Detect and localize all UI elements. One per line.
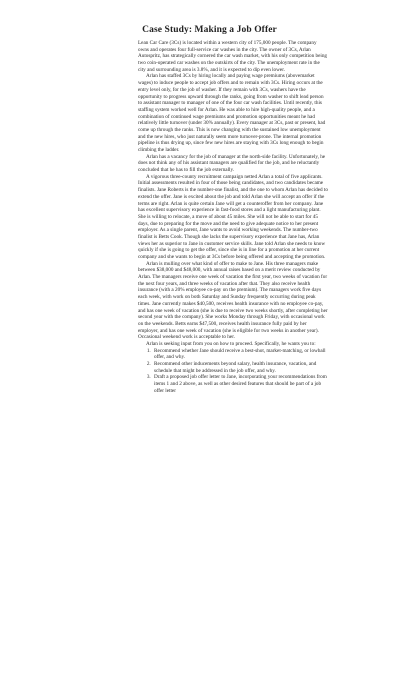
- paragraph-request: Arlan is seeking input from you on how to proceed. Specifically, he wants you to:: [146, 340, 316, 347]
- recommendation-list: [138, 348, 328, 395]
- case-study-body: [138, 40, 328, 394]
- paragraph-staffing: Arlan has staffed 3Cs by hiring locally and paying wage premiums (abovemarket wages) to induce people to accept job offers and to remain with 3Cs. Hiring occurs at the entry level only, for the job of washer. If they remain with 3Cs, washers have the opportunity to progress upward through the ranks, going from washer to shift lead person to assistant manager to manager of one of the four car wash facilities. Until recently, this staffing system worked well for Arlan. He was able to hire high-quality people, and a combination of continued wage premiums and promotion opportunities meant he had relatively little turnover (under 30% annually). Every manager at 3Cs, past or present, had come up through the ranks. This is now changing with the sustained low unemployment and the new hires, who just naturally seem more turnover-prone. The internal promotion pipeline is thus drying up, since few new hires are staying with 3Cs long enough to begin climbing the ladder.: [138, 73, 326, 153]
- paragraph-offer-details: Arlan is mulling over what kind of offer to make to Jane. His three managers make between $38,000 and $48,000, with annual raises based on a merit review conducted by Arlan. The managers receive one week of vacation the first year, two weeks of vacation for the next four years, and three weeks of vacation after that. They also receive health insurance (with a 20% employee co-pay on the premium). The managers work five days each week, with work on both Saturday and Sunday frequently occurring during peak times. Jane currently makes $40,500, receives health insurance with no employee co-pay, and has one week of vacation (she is due to receive two weeks shortly, after completing her second year with the company). She works Monday through Friday, with occasional work on the weekends. Betts earns $47,500, receives health insurance fully paid by her employer, and has one week of vacation (she is eligible for two weeks in another year). Occasional weekend work is acceptable to her.: [138, 260, 328, 341]
- paragraph-vacancy: Arlan has a vacancy for the job of manager at the north-side facility. Unfortunately, he does not think any of his assistant managers are qualified for the job, and he reluctantly concluded that he has to fill the job externally.: [138, 153, 326, 174]
- recommendation-item: 3. Draft a proposed job offer letter to Jane, incorporating your recommendations from items 1 and 2 above, as well as other desired features that should be part of a job offer letter: [152, 374, 328, 394]
- paragraph-intro: Lean Car Care (3Cs) is located within a western city of 175,000 people. The company owns and operates four full-service car washes in the city. The owner of 3Cs, Arlan Autospritz, has strategically cornered the car wash market, with his only competition being two coin-operated car washes on the outskirts of the city. The unemployment rate in the city and surrounding area is 3.8%, and it is expected to dip even lower.: [138, 40, 328, 73]
- page-title: Case Study: Making a Job Offer: [142, 25, 277, 35]
- paragraph-recruitment: A vigorous three-county recruitment campaign netted Arlan a total of five applicants. Initial assessments resulted in four of those being candidates, and two candidates became finalists. Jane Roberts is the number-one finalist, and the one to whom Arlan has decided to extend the offer. Jane is excited about the job and told Arlan she will accept an offer if the terms are right. Arlan is quite certain Jane will get a counteroffer from her company. Jane has excellent supervisory experience in fast-food stores and a light manufacturing plant. She is willing to relocate, a move of about 45 miles. She will not be able to start for 45 days, due to preparing for the move and the need to give adequate notice to her present employer. As a single parent, Jane wants to avoid working weekends. The number-two finalist is Betts Cook. Though she lacks the supervisory experience that Jane has, Arlan views her as superior to Jane in customer service skills. Jane told Arlan she needs to know quickly if she is going to get the offer, since she is in line for a promotion at her current company and she wants to begin at 3Cs before being offered and accepting the promotion.: [138, 173, 328, 260]
- recommendation-item: 2. Recommend other inducements beyond salary, health insurance, vacation, and schedule that might be addressed in the job offer, and why.: [152, 361, 328, 374]
- recommendation-item: 1. Recommend whether Jane should receive a best-shot, market-matching, or lowball offer, and why.: [152, 348, 328, 361]
